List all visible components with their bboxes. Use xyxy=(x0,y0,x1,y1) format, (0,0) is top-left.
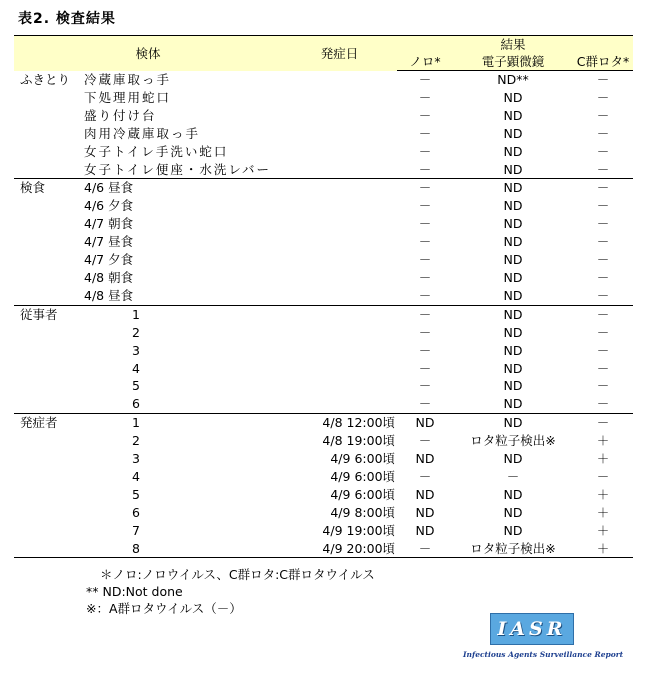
rota-result-cell: － xyxy=(596,324,610,340)
table-row xyxy=(14,342,633,360)
em-result-cell: ND xyxy=(453,161,573,179)
table-row xyxy=(14,179,633,197)
blank-cell xyxy=(192,395,282,413)
table-row xyxy=(14,143,633,161)
footnote-rota-a: ※：A群ロタウイルス（－） xyxy=(86,601,242,616)
table-row xyxy=(14,377,633,395)
group-label-cell xyxy=(14,233,80,251)
onset-cell xyxy=(282,324,397,342)
group-label-cell xyxy=(14,107,80,125)
table-row xyxy=(14,125,633,143)
case-number-cell: 8 xyxy=(80,540,192,558)
specimen-cell: 4/8 昼食 xyxy=(80,287,282,305)
table-row xyxy=(14,197,633,215)
table-row xyxy=(14,215,633,233)
noro-result-cell: － xyxy=(418,180,432,196)
header-rota: C群ロタ* xyxy=(573,53,633,71)
case-number-cell: 6 xyxy=(132,504,140,520)
onset-cell: 4/9 20:00頃 xyxy=(282,540,397,558)
onset-cell: 4/9 6:00頃 xyxy=(330,451,396,467)
em-result-cell: ND xyxy=(503,216,523,232)
em-result-cell: ロタ粒子検出※ xyxy=(453,540,573,558)
iasr-logo-subtitle: Infectious Agents Surveillance Report xyxy=(463,650,624,659)
onset-cell xyxy=(282,395,397,413)
rota-result-cell: － xyxy=(596,143,610,159)
rota-result-cell: － xyxy=(596,360,610,376)
case-number-cell: 3 xyxy=(132,451,140,467)
em-result-cell: ND xyxy=(503,486,523,502)
specimen-cell: 女子トイレ便座・水洗レバー xyxy=(80,161,282,179)
rota-result-cell: － xyxy=(596,378,610,394)
noro-result-cell: ND xyxy=(415,451,435,467)
table-row xyxy=(14,233,633,251)
rota-result-cell: － xyxy=(596,180,610,196)
rota-result-cell: － xyxy=(596,198,610,214)
group-label-cell: 発症者 xyxy=(20,415,58,431)
noro-result-cell: － xyxy=(418,378,432,394)
noro-result-cell: － xyxy=(397,161,453,179)
blank-cell xyxy=(192,377,282,395)
group-label-cell xyxy=(14,251,80,269)
noro-result-cell: － xyxy=(418,468,432,484)
header-specimen: 検体 xyxy=(14,36,282,71)
noro-result-cell: － xyxy=(418,198,432,214)
noro-result-cell: ND xyxy=(415,504,435,520)
onset-cell xyxy=(282,89,397,107)
header-onset: 発症日 xyxy=(282,36,397,71)
noro-result-cell: － xyxy=(418,269,432,285)
noro-result-cell: ND xyxy=(415,415,435,431)
group-label-cell xyxy=(14,395,80,413)
table-row xyxy=(14,269,633,287)
group-label-cell xyxy=(14,143,80,161)
rota-result-cell: ＋ xyxy=(596,433,610,449)
noro-result-cell: － xyxy=(418,125,432,141)
specimen-cell: 4/7 昼食 xyxy=(84,234,134,250)
group-label-cell xyxy=(14,432,80,450)
group-label-cell xyxy=(14,269,80,287)
noro-result-cell: － xyxy=(418,72,432,87)
specimen-cell: 下処理用蛇口 xyxy=(84,89,172,105)
group-label-cell xyxy=(14,522,80,540)
blank-cell xyxy=(192,305,282,323)
noro-result-cell: － xyxy=(418,252,432,268)
em-result-cell: ND xyxy=(503,415,523,431)
onset-cell: 4/9 6:00頃 xyxy=(330,486,396,502)
em-result-cell: ND xyxy=(503,324,523,340)
group-label-cell xyxy=(14,540,80,558)
iasr-logo xyxy=(490,613,574,645)
group-label-cell xyxy=(14,125,80,143)
table-row xyxy=(14,161,633,179)
onset-cell xyxy=(282,143,397,161)
em-result-cell: ND xyxy=(503,89,523,105)
noro-result-cell: － xyxy=(418,216,432,232)
case-number-cell: 2 xyxy=(132,433,140,449)
case-number-cell: 4 xyxy=(132,360,140,376)
em-result-cell: ND xyxy=(503,234,523,250)
blank-cell xyxy=(192,414,282,432)
specimen-cell: 4/6 夕食 xyxy=(84,198,134,214)
noro-result-cell: － xyxy=(418,306,432,322)
noro-result-cell: － xyxy=(397,287,453,305)
specimen-cell: 肉用冷蔵庫取っ手 xyxy=(84,125,201,141)
blank-cell xyxy=(192,432,282,450)
rota-result-cell: － xyxy=(596,89,610,105)
table-group xyxy=(14,71,633,179)
onset-cell xyxy=(282,287,397,305)
header-noro: ノロ* xyxy=(397,53,453,71)
group-label-cell xyxy=(14,342,80,360)
table-row xyxy=(14,504,633,522)
case-number-cell: 1 xyxy=(132,306,140,322)
blank-cell xyxy=(192,540,282,558)
group-label-cell xyxy=(14,377,80,395)
onset-cell xyxy=(282,71,397,89)
table-row xyxy=(14,71,633,89)
blank-cell xyxy=(192,450,282,468)
specimen-cell: 女子トイレ手洗い蛇口 xyxy=(84,143,229,159)
noro-result-cell: － xyxy=(418,143,432,159)
onset-cell xyxy=(282,125,397,143)
group-label-cell xyxy=(14,504,80,522)
table-row xyxy=(14,305,633,323)
em-result-cell: ND xyxy=(503,360,523,376)
specimen-cell: 4/7 朝食 xyxy=(84,216,134,232)
em-result-cell: ND xyxy=(503,306,523,322)
group-label-cell xyxy=(14,360,80,378)
em-result-cell: ND xyxy=(453,287,573,305)
results-table xyxy=(14,35,633,558)
noro-result-cell: － xyxy=(418,324,432,340)
case-number-cell: 1 xyxy=(132,415,140,431)
em-result-cell: ND xyxy=(503,180,523,196)
iasr-logo-text: IASR xyxy=(497,618,567,640)
onset-cell xyxy=(282,269,397,287)
noro-result-cell: － xyxy=(418,433,432,449)
table-row xyxy=(14,324,633,342)
onset-cell: 4/9 6:00頃 xyxy=(330,468,396,484)
case-number-cell: 5 xyxy=(132,378,140,394)
onset-cell xyxy=(282,251,397,269)
group-label-cell: 検食 xyxy=(20,180,46,196)
case-number-cell: 5 xyxy=(132,486,140,502)
em-result-cell: ND xyxy=(503,143,523,159)
em-result-cell: ND xyxy=(453,395,573,413)
rota-result-cell: ＋ xyxy=(573,540,633,558)
noro-result-cell: ND xyxy=(415,522,435,538)
group-label-cell xyxy=(14,324,80,342)
table-header xyxy=(14,36,633,71)
case-number-cell: 2 xyxy=(132,324,140,340)
em-result-cell: ND xyxy=(503,342,523,358)
case-number-cell: 3 xyxy=(132,342,140,358)
table-row xyxy=(14,450,633,468)
header-em: 電子顕微鏡 xyxy=(453,53,573,71)
table-row xyxy=(14,251,633,269)
group-label-cell xyxy=(14,197,80,215)
case-number-cell: 6 xyxy=(80,395,192,413)
group-label-cell xyxy=(14,486,80,504)
footnote-abbrev: ＊ノロ:ノロウイルス、C群ロタ:C群ロタウイルス xyxy=(100,567,375,582)
table-row xyxy=(14,287,633,305)
onset-cell xyxy=(282,377,397,395)
table-row xyxy=(14,89,633,107)
rota-result-cell: － xyxy=(596,415,610,431)
rota-result-cell: － xyxy=(573,395,633,413)
rota-result-cell: － xyxy=(596,306,610,322)
rota-result-cell: － xyxy=(596,107,610,123)
noro-result-cell: － xyxy=(418,107,432,123)
onset-cell: 4/9 19:00頃 xyxy=(322,522,396,538)
em-result-cell: ND xyxy=(503,504,523,520)
table-group xyxy=(14,414,633,558)
onset-cell xyxy=(282,360,397,378)
noro-result-cell: － xyxy=(397,395,453,413)
em-result-cell: ND xyxy=(503,451,523,467)
rota-result-cell: － xyxy=(573,287,633,305)
blank-cell xyxy=(192,504,282,522)
group-label-cell xyxy=(14,215,80,233)
rota-result-cell: － xyxy=(596,234,610,250)
rota-result-cell: ＋ xyxy=(596,522,610,538)
noro-result-cell: － xyxy=(418,360,432,376)
case-number-cell: 4 xyxy=(132,468,140,484)
em-result-cell: ND xyxy=(503,198,523,214)
rota-result-cell: ＋ xyxy=(596,451,610,467)
rota-result-cell: － xyxy=(596,468,610,484)
onset-cell: 4/8 12:00頃 xyxy=(322,415,396,431)
onset-cell xyxy=(282,107,397,125)
onset-cell xyxy=(282,161,397,179)
group-label-cell: ふきとり xyxy=(20,71,71,87)
specimen-cell: 4/8 朝食 xyxy=(84,269,134,285)
table-row xyxy=(14,432,633,450)
table-row xyxy=(14,360,633,378)
table-group xyxy=(14,179,633,305)
rota-result-cell: － xyxy=(596,269,610,285)
em-result-cell: － xyxy=(506,468,520,484)
rota-result-cell: － xyxy=(596,216,610,232)
onset-cell xyxy=(282,179,397,197)
case-number-cell: 7 xyxy=(132,522,140,538)
specimen-cell: 冷蔵庫取っ手 xyxy=(84,71,172,87)
rota-result-cell: － xyxy=(596,125,610,141)
footnote-nd: ** ND:Not done xyxy=(86,584,183,599)
em-result-cell: ND xyxy=(503,378,523,394)
table-row xyxy=(14,468,633,486)
em-result-cell: ND xyxy=(503,252,523,268)
onset-cell xyxy=(282,342,397,360)
em-result-cell: ロタ粒子検出※ xyxy=(470,433,556,449)
group-label-cell xyxy=(14,89,80,107)
blank-cell xyxy=(192,324,282,342)
table-row xyxy=(14,414,633,432)
em-result-cell: ND** xyxy=(497,72,529,87)
noro-result-cell: － xyxy=(418,342,432,358)
blank-cell xyxy=(192,486,282,504)
rota-result-cell: － xyxy=(596,252,610,268)
group-label-cell: 従事者 xyxy=(20,306,58,322)
em-result-cell: ND xyxy=(503,107,523,123)
onset-cell xyxy=(282,305,397,323)
onset-cell: 4/8 19:00頃 xyxy=(322,433,396,449)
group-label-cell xyxy=(14,468,80,486)
specimen-cell: 4/7 夕食 xyxy=(84,252,134,268)
noro-result-cell: － xyxy=(418,89,432,105)
em-result-cell: ND xyxy=(503,522,523,538)
noro-result-cell: － xyxy=(397,540,453,558)
table-group xyxy=(14,305,633,413)
noro-result-cell: ND xyxy=(415,486,435,502)
specimen-cell: 盛り付け台 xyxy=(84,107,157,123)
rota-result-cell: － xyxy=(596,72,610,87)
table-row xyxy=(14,107,633,125)
footnotes xyxy=(86,566,375,617)
blank-cell xyxy=(192,360,282,378)
onset-cell: 4/9 8:00頃 xyxy=(330,504,396,520)
header-results: 結果 xyxy=(453,36,573,54)
table-row xyxy=(14,395,633,413)
specimen-cell: 4/6 昼食 xyxy=(84,180,134,196)
table-title: 表2. 検査結果 xyxy=(18,11,116,27)
noro-result-cell: － xyxy=(418,234,432,250)
table-row xyxy=(14,540,633,558)
group-label-cell xyxy=(14,161,80,179)
blank-cell xyxy=(192,468,282,486)
rota-result-cell: － xyxy=(573,161,633,179)
group-label-cell xyxy=(14,287,80,305)
em-result-cell: ND xyxy=(503,269,523,285)
em-result-cell: ND xyxy=(503,125,523,141)
group-label-cell xyxy=(14,450,80,468)
onset-cell xyxy=(282,215,397,233)
rota-result-cell: ＋ xyxy=(596,486,610,502)
rota-result-cell: － xyxy=(596,342,610,358)
onset-cell xyxy=(282,233,397,251)
rota-result-cell: ＋ xyxy=(596,504,610,520)
table-row xyxy=(14,522,633,540)
onset-cell xyxy=(282,197,397,215)
blank-cell xyxy=(192,522,282,540)
blank-cell xyxy=(192,342,282,360)
table-row xyxy=(14,486,633,504)
